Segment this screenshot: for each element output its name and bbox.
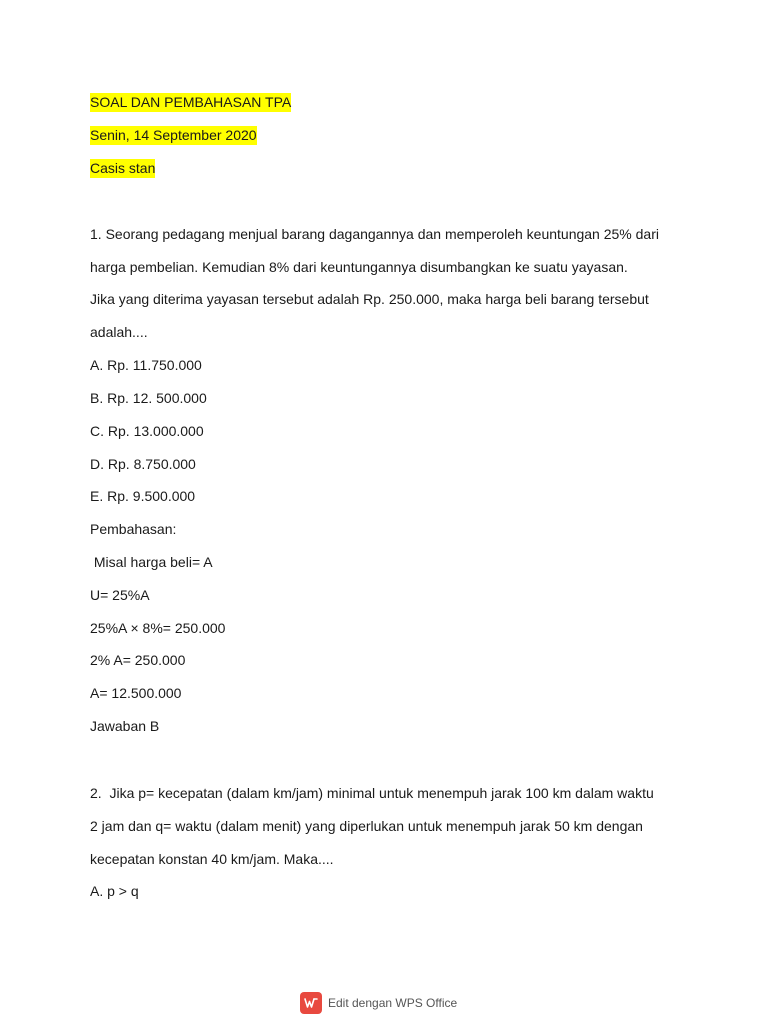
question1-option-d: D. Rp. 8.750.000 bbox=[90, 456, 196, 472]
question2-line: 2. Jika p= kecepatan (dalam km/jam) minimal untuk menempuh jarak 100 km dalam waktu bbox=[90, 785, 654, 801]
question1-option-c: C. Rp. 13.000.000 bbox=[90, 423, 204, 439]
question1-option-a: A. Rp. 11.750.000 bbox=[90, 357, 202, 373]
question1-line: harga pembelian. Kemudian 8% dari keuntungannya disumbangkan ke suatu yayasan. bbox=[90, 259, 628, 275]
discussion-line: 25%A × 8%= 250.000 bbox=[90, 620, 226, 636]
discussion-line: Misal harga beli= A bbox=[90, 554, 213, 570]
question2-line: kecepatan konstan 40 km/jam. Maka.... bbox=[90, 851, 334, 867]
wps-edit-link[interactable] bbox=[300, 991, 457, 1015]
discussion-line: U= 25%A bbox=[90, 587, 150, 603]
discussion-label: Pembahasan: bbox=[90, 521, 177, 537]
discussion-line: 2% A= 250.000 bbox=[90, 652, 186, 668]
subtitle-highlight: Casis stan bbox=[90, 160, 156, 176]
document-title bbox=[90, 93, 291, 111]
question2-line: 2 jam dan q= waktu (dalam menit) yang diperlukan untuk menempuh jarak 50 km dengan bbox=[90, 818, 643, 834]
title-highlight: SOAL DAN PEMBAHASAN TPA bbox=[90, 94, 292, 110]
question1-line: 1. Seorang pedagang menjual barang dagangannya dan memperoleh keuntungan 25% dari bbox=[90, 226, 659, 242]
wps-edit-label: Edit dengan WPS Office bbox=[328, 996, 458, 1010]
question1-option-b: B. Rp. 12. 500.000 bbox=[90, 390, 207, 406]
discussion-line: A= 12.500.000 bbox=[90, 685, 182, 701]
document-subtitle bbox=[90, 159, 155, 177]
question1-line: adalah.... bbox=[90, 324, 148, 340]
answer-line: Jawaban B bbox=[90, 718, 160, 734]
document-date bbox=[90, 126, 257, 144]
question1-line: Jika yang diterima yayasan tersebut adalah Rp. 250.000, maka harga beli barang tersebut bbox=[90, 291, 649, 307]
date-highlight: Senin, 14 September 2020 bbox=[90, 127, 257, 143]
question1-option-e: E. Rp. 9.500.000 bbox=[90, 488, 196, 504]
wps-office-icon bbox=[300, 992, 322, 1014]
question2-option-a: A. p > q bbox=[90, 883, 139, 899]
